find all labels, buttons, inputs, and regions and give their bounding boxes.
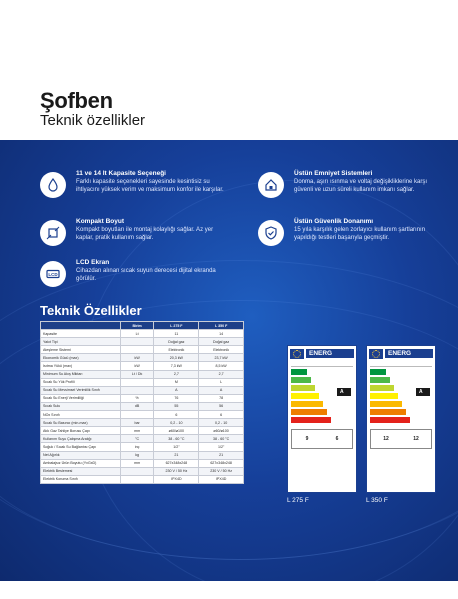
table-row <box>41 411 244 419</box>
spec-value-cell: Elektronik <box>154 346 199 354</box>
spec-table <box>40 321 244 484</box>
blue-panel <box>0 140 458 581</box>
spec-name-cell: Sıcak Su Yük Profili <box>41 378 121 386</box>
label-value: 6 <box>335 436 339 442</box>
feature-lcd <box>40 259 236 287</box>
label-value: 12 <box>413 436 419 442</box>
spec-name-cell: Sıcak Su Basıncı (min-max) <box>41 419 121 427</box>
feature-desc: Farklı kapasite seçenekleri sayesinde kesintisiz su ihtiyacını yüksek verim ve maksimum konfor ile karşılar. <box>76 179 224 193</box>
spec-value-cell: 230 V / 50 Hz <box>199 467 244 475</box>
shield-check-icon <box>258 220 284 246</box>
feature-safety-systems <box>258 170 444 198</box>
spec-value-cell <box>120 378 154 386</box>
spec-value-cell: Doğal gaz <box>154 338 199 346</box>
header <box>0 0 458 140</box>
page-subtitle: Teknik özellikler <box>40 112 146 129</box>
spec-value-cell <box>120 411 154 419</box>
feature-compact <box>40 218 226 246</box>
feature-desc: Kompakt boyutları ile montaj kolaylığı sağlar. Az yer kaplar, pratik kullanım sağlar. <box>76 227 214 241</box>
energy-class-arrow: A <box>337 388 351 396</box>
home-shield-icon <box>258 172 284 198</box>
spec-value-cell: kW <box>120 354 154 362</box>
spec-value-cell: 76 <box>154 394 199 402</box>
spec-value-cell: °C <box>120 435 154 443</box>
table-row <box>41 459 244 467</box>
spec-value-cell: 38 - 60 °C <box>154 435 199 443</box>
energy-label-title: ENERG <box>385 349 433 358</box>
spec-name-cell: Atık Gaz Tahliye Borusu Çapı <box>41 427 121 435</box>
spec-value-cell: A <box>154 386 199 394</box>
bottom-strip <box>0 581 458 599</box>
page-title: Şofben <box>40 88 113 113</box>
spec-value-cell <box>120 346 154 354</box>
spec-value-cell: 2,7 <box>154 370 199 378</box>
spec-value-cell: 21 <box>154 451 199 459</box>
feature-desc: 15 yıla karşılık gelen zorlayıcı kullanım şartlarının yapıldığı testleri başarıyla geçmiştir. <box>294 227 426 241</box>
label-caption: L 275 F <box>287 497 309 504</box>
spec-name-cell: NOx Sınıfı <box>41 411 121 419</box>
spec-value-cell: 8,5 kW <box>199 362 244 370</box>
spec-value-cell <box>120 386 154 394</box>
spec-name-cell: Elektrik Beslemesi <box>41 467 121 475</box>
compact-box-icon <box>40 220 66 246</box>
spec-name-cell: Ambalajsız Ürün Boyutu (YxGxD) <box>41 459 121 467</box>
spec-value-cell: 11 <box>154 330 199 338</box>
spec-value-cell: 55 <box>154 402 199 410</box>
spec-name-cell: Kapasite <box>41 330 121 338</box>
spec-value-cell: 7,3 kW <box>154 362 199 370</box>
table-row <box>41 378 244 386</box>
table-header: L 350 F <box>199 322 244 330</box>
table-row <box>41 419 244 427</box>
spec-name-cell: Sıcak Su Enerji Verimliliği <box>41 394 121 402</box>
spec-value-cell: ø60/ø100 <box>199 427 244 435</box>
feature-safety-equipment <box>258 218 444 246</box>
spec-value-cell: mm <box>120 427 154 435</box>
spec-name-cell: Isıtma Yükü (max) <box>41 362 121 370</box>
table-row <box>41 475 244 483</box>
spec-value-cell: IPX4D <box>154 475 199 483</box>
table-header: L 275 F <box>154 322 199 330</box>
spec-name-cell: Net Ağırlık <box>41 451 121 459</box>
spec-value-cell: Lt <box>120 330 154 338</box>
spec-value-cell <box>120 338 154 346</box>
spec-value-cell: Doğal gaz <box>199 338 244 346</box>
energy-scale <box>370 369 432 427</box>
spec-value-cell: IPX4D <box>199 475 244 483</box>
table-row <box>41 338 244 346</box>
spec-value-cell: 21 <box>199 451 244 459</box>
table-header-row <box>41 322 244 330</box>
feature-title: Üstün Emniyet Sistemleri <box>294 170 373 177</box>
table-row <box>41 394 244 402</box>
spec-value-cell: kW <box>120 362 154 370</box>
table-row <box>41 354 244 362</box>
spec-name-cell: Soğuk / Sıcak Su Bağlantısı Çapı <box>41 443 121 451</box>
eu-flag-icon <box>290 349 304 359</box>
feature-title: Kompakt Boyut <box>76 218 125 225</box>
table-row <box>41 427 244 435</box>
feature-title: LCD Ekran <box>76 259 110 266</box>
eu-flag-icon <box>369 349 383 359</box>
energy-label-l275f <box>287 345 357 493</box>
label-value: 12 <box>383 436 389 442</box>
spec-name-cell: Ekonomik Gücü (max) <box>41 354 121 362</box>
spec-value-cell: ø60/ø100 <box>154 427 199 435</box>
water-drop-icon <box>40 172 66 198</box>
spec-value-cell <box>120 475 154 483</box>
spec-value-cell <box>120 467 154 475</box>
spec-value-cell: Elektronik <box>199 346 244 354</box>
spec-value-cell: 627x348x248 <box>154 459 199 467</box>
table-header <box>41 322 121 330</box>
energy-label-l350f <box>366 345 436 493</box>
feature-desc: Cihazdan alınan sıcak suyun derecesi dijital ekranda görülür. <box>76 268 216 282</box>
table-row <box>41 346 244 354</box>
spec-value-cell: mm <box>120 459 154 467</box>
feature-title: Üstün Güvenlik Donanımı <box>294 218 374 225</box>
spec-value-cell: inç <box>120 443 154 451</box>
spec-value-cell: L <box>199 378 244 386</box>
spec-value-cell: kg <box>120 451 154 459</box>
spec-value-cell: 1/2" <box>199 443 244 451</box>
spec-value-cell: 0,2 - 10 <box>154 419 199 427</box>
spec-name-cell: Sıcak Su Mevsimsel Verimlilik Sınıfı <box>41 386 121 394</box>
spec-name-cell: Kullanım Suyu Çalışma Aralığı <box>41 435 121 443</box>
table-row <box>41 402 244 410</box>
table-row <box>41 467 244 475</box>
spec-value-cell: 0,2 - 10 <box>199 419 244 427</box>
tech-specs-title: Teknik Özellikler <box>40 303 142 318</box>
table-row <box>41 370 244 378</box>
spec-value-cell: 56 <box>199 402 244 410</box>
table-row <box>41 330 244 338</box>
svg-text:LCD: LCD <box>48 272 58 277</box>
spec-value-cell: 20,3 kW <box>154 354 199 362</box>
spec-value-cell: dB <box>120 402 154 410</box>
table-row <box>41 435 244 443</box>
lcd-icon <box>40 261 66 287</box>
label-caption: L 350 F <box>366 497 388 504</box>
table-row <box>41 451 244 459</box>
spec-value-cell: % <box>120 394 154 402</box>
energy-scale <box>291 369 353 427</box>
table-row <box>41 386 244 394</box>
energy-class-arrow: A <box>416 388 430 396</box>
table-row <box>41 362 244 370</box>
table-row <box>41 443 244 451</box>
spec-name-cell: Elektrik Koruma Sınıfı <box>41 475 121 483</box>
table-header: Birim <box>120 322 154 330</box>
spec-value-cell: 14 <box>199 330 244 338</box>
spec-value-cell: 6 <box>154 411 199 419</box>
spec-value-cell: 230 V / 50 Hz <box>154 467 199 475</box>
spec-name-cell: Minimum Su Akış Miktarı <box>41 370 121 378</box>
spec-value-cell: 78 <box>199 394 244 402</box>
spec-value-cell: 6 <box>199 411 244 419</box>
feature-title: 11 ve 14 lt Kapasite Seçeneği <box>76 170 166 177</box>
energy-label-title: ENERG <box>306 349 354 358</box>
label-value: 9 <box>305 436 309 442</box>
spec-name-cell: Sıcak Sulu <box>41 402 121 410</box>
spec-value-cell: 627x348x248 <box>199 459 244 467</box>
spec-value-cell: 1/2" <box>154 443 199 451</box>
feature-capacity <box>40 170 226 198</box>
spec-name-cell: Yakıt Tipi <box>41 338 121 346</box>
spec-value-cell: A <box>199 386 244 394</box>
spec-value-cell: Lt / Dk <box>120 370 154 378</box>
feature-desc: Donma, aşırı ısınma ve voltaj değişikliklerine karşı güvenli ve uzun süreli kullanım imkanı sağlar. <box>294 179 428 193</box>
spec-name-cell: Ateşleme Sistemi <box>41 346 121 354</box>
spec-value-cell: 2,7 <box>199 370 244 378</box>
spec-value-cell: bar <box>120 419 154 427</box>
spec-value-cell: 38 - 60 °C <box>199 435 244 443</box>
spec-value-cell: 23,7 kW <box>199 354 244 362</box>
spec-value-cell: M <box>154 378 199 386</box>
